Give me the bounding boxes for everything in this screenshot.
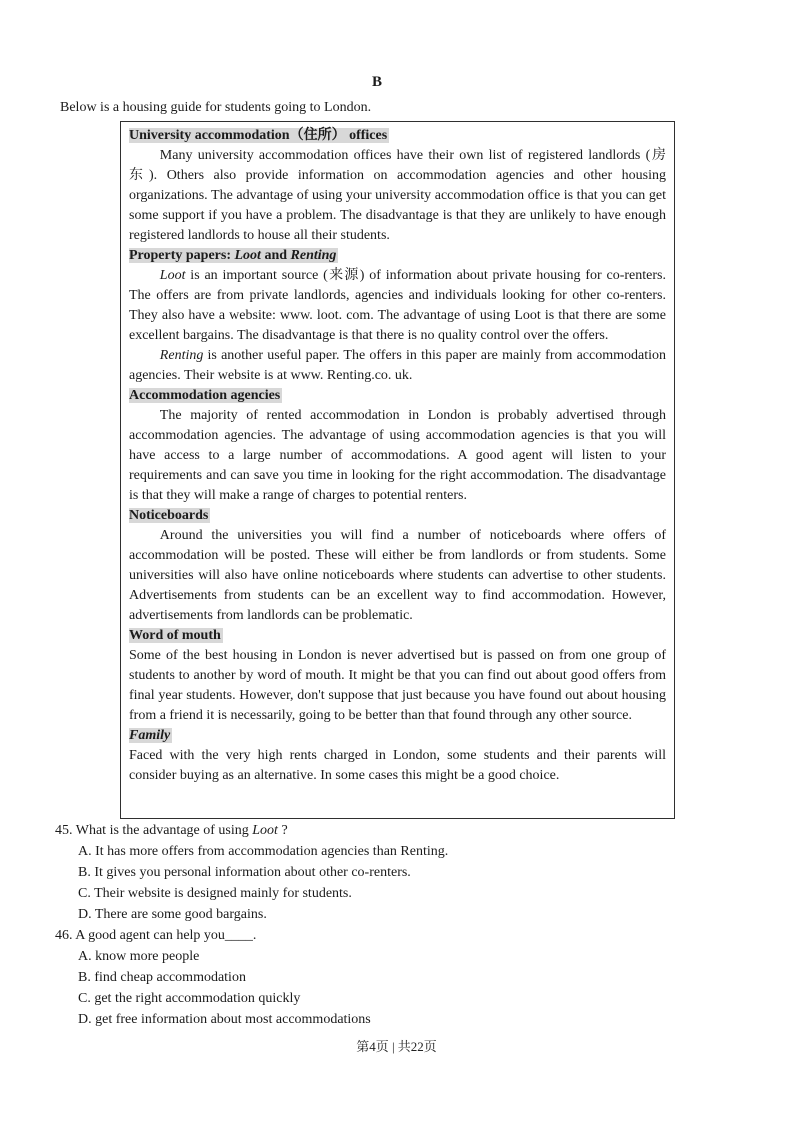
question-option: C. Their website is designed mainly for students. — [78, 886, 352, 901]
heading-highlight — [129, 508, 210, 523]
text-segment: Around the universities you will find a number of noticeboards where offers of accommodation will be posted. These will either be from landlords or from students. Some universities will also have online noticeboards where students can advertise to other students. Advertisements from students can be an excellent way to find accommodation. However, advertisements from landlords can be problematic. — [129, 528, 666, 623]
question-option: B. find cheap accommodation — [78, 970, 246, 985]
text-segment: Loot — [159, 268, 186, 283]
heading-highlight — [129, 248, 338, 263]
section-heading — [129, 506, 666, 526]
question-number: 46. — [55, 928, 76, 943]
question-option: D. There are some good bargains. — [78, 907, 267, 922]
question-item — [55, 820, 715, 925]
question-stem — [55, 820, 715, 841]
text-segment: Renting — [290, 248, 337, 263]
text-segment: Loot — [234, 248, 261, 263]
section-heading — [129, 386, 666, 406]
intro-text: Below is a housing guide for students going to London. — [60, 100, 372, 115]
text-segment: What is the advantage of using — [75, 823, 253, 838]
questions-section — [55, 820, 715, 1030]
question-option: B. It gives you personal information about other co-renters. — [78, 865, 411, 880]
passage-box — [120, 121, 675, 819]
text-segment: Some of the best housing in London is never advertised but is passed on from one group of students to another by word of mouth. It might be that you can find out about good offers from final year students. However, don't suppose that just because you have found out about housing from a friend it is necessarily, going to be better than that found through any other source. — [129, 648, 666, 723]
text-segment: University accommodation（住所） offices — [129, 128, 388, 143]
text-segment: ____ — [224, 928, 253, 943]
question-option: D. get free information about most accommodations — [78, 1012, 371, 1027]
section-heading — [129, 626, 666, 646]
question-option: A. It has more offers from accommodation agencies than Renting. — [78, 844, 449, 859]
passage-paragraph — [129, 146, 666, 246]
section-heading — [129, 126, 666, 146]
heading-highlight — [129, 628, 223, 643]
question-option: A. know more people — [78, 949, 200, 964]
text-segment: Accommodation agencies — [129, 388, 281, 403]
heading-highlight — [129, 388, 282, 403]
text-segment: The majority of rented accommodation in London is probably advertised through accommodation agencies. The advantage of using accommodation agencies is that you will have access to a large number of accommodations. A good agent will listen to your requirements and can save you time in looking for the right accommodation. The disadvantage is that they will make a range of charges to potential renters. — [129, 408, 666, 503]
passage-paragraph — [129, 646, 666, 726]
text-segment: A good agent can help you — [75, 928, 225, 943]
text-segment: Loot — [252, 823, 278, 838]
text-segment: Faced with the very high rents charged in London, some students and their parents will consider buying as an alternative. In some cases this might be a good choice. — [129, 748, 666, 783]
section-heading — [129, 246, 666, 266]
heading-highlight — [129, 128, 389, 143]
section-label: B — [371, 74, 382, 90]
page-footer: 第4页 | 共22页 — [356, 1039, 437, 1054]
question-stem — [55, 925, 715, 946]
text-segment: is an important source (来源) of information about private housing for co-renters. The offers are from private landlords, agencies and individuals looking for other co-renters. They also have a website: www. loot. com. The advantage of using Loot is that there are some excellent bargains. The disadvantage is that there is no quality control over the offers. — [129, 268, 666, 343]
passage-paragraph — [129, 526, 666, 626]
text-segment: Family — [129, 728, 171, 743]
text-segment: is another useful paper. The offers in this paper are mainly from accommodation agencies. Their website is at www. Renting.co. uk. — [129, 348, 666, 383]
question-number: 45. — [55, 823, 76, 838]
passage-paragraph — [129, 266, 666, 346]
text-segment: Renting — [159, 348, 204, 363]
question-option: C. get the right accommodation quickly — [78, 991, 301, 1006]
question-item — [55, 925, 715, 1030]
passage-paragraph — [129, 406, 666, 506]
text-segment: Word of mouth — [129, 628, 221, 643]
text-segment: . — [252, 928, 257, 943]
heading-highlight — [129, 728, 172, 743]
text-segment: Noticeboards — [129, 508, 209, 523]
text-segment: ? — [277, 823, 288, 838]
text-segment: Property papers: — [129, 248, 235, 263]
passage-paragraph — [129, 346, 666, 386]
text-segment: Many university accommodation offices have their own list of registered landlords (房东). Others also provide information on accommodation agencies and other housing organizations. The advantage of using your university accommodation office is that you can get some support if you have a problem. The disadvantage is that they are unlikely to have enough registered landlords to house all their students. — [129, 148, 666, 243]
text-segment: and — [260, 248, 291, 263]
passage-paragraph — [129, 746, 666, 786]
section-heading — [129, 726, 666, 746]
